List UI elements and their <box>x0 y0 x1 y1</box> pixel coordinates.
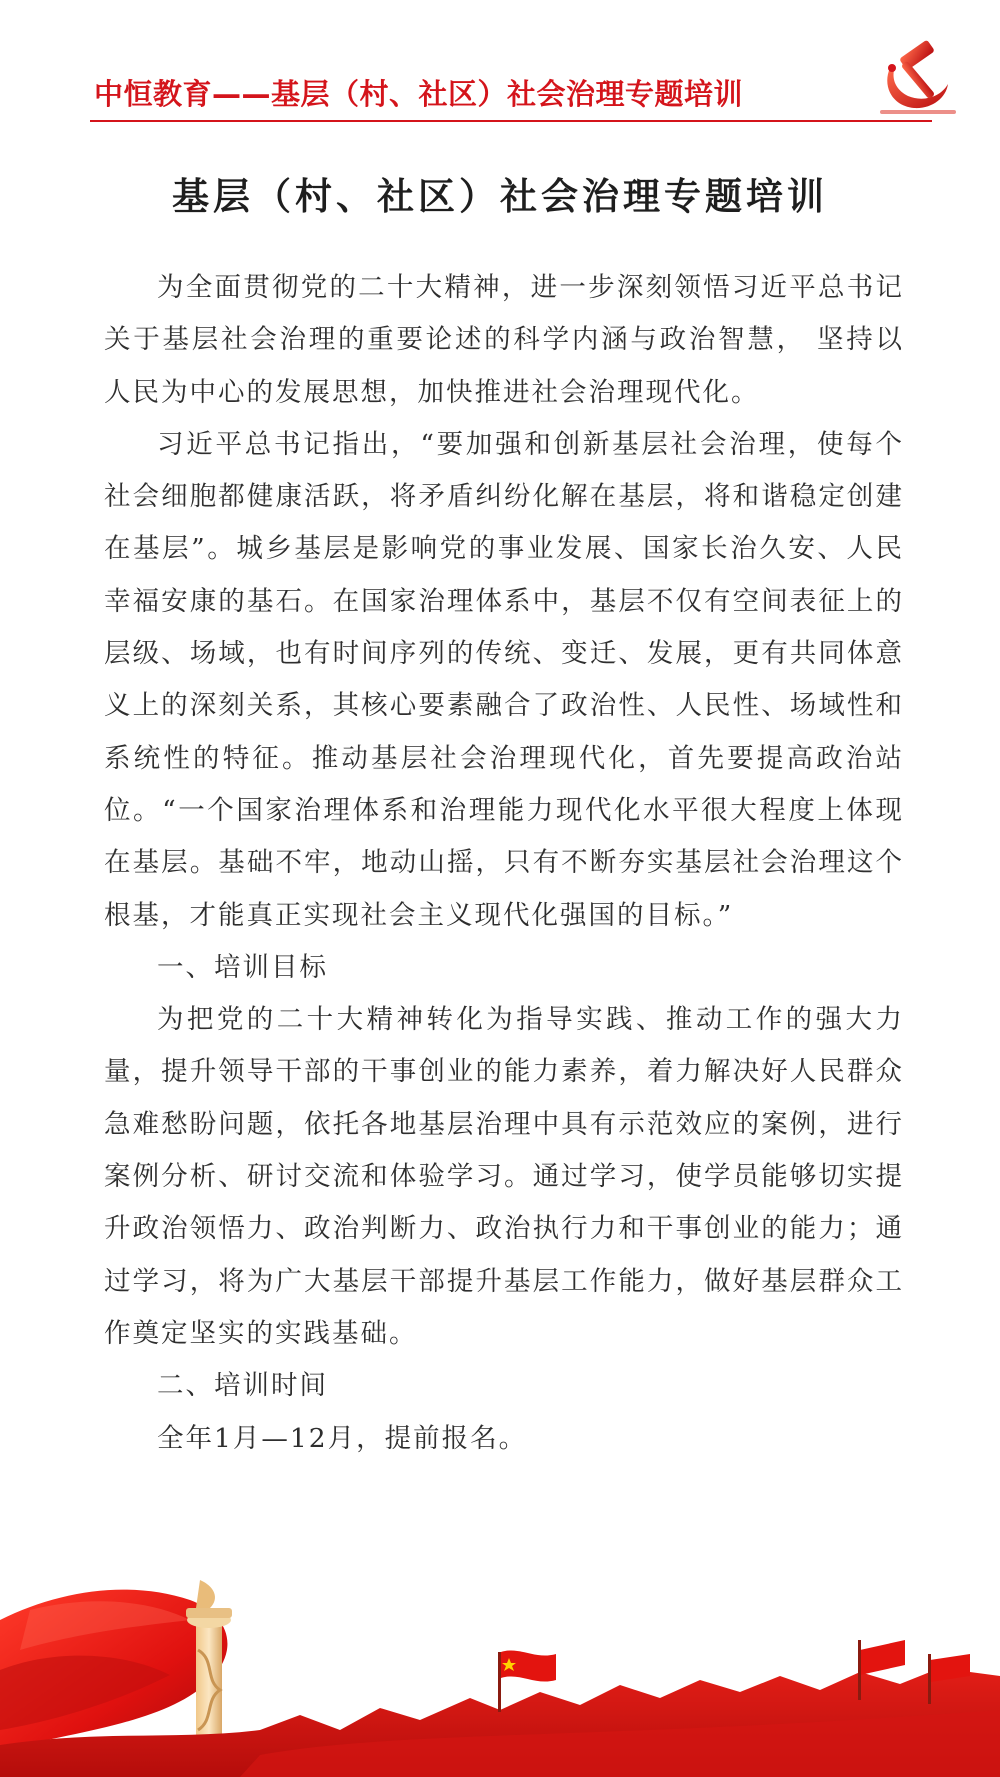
section-heading-goals: 一、培训目标 <box>157 951 328 983</box>
page-header <box>90 62 932 122</box>
header-divider <box>90 120 932 122</box>
quote-paragraph: 习近平总书记指出，“要加强和创新基层社会治理，使每个社会细胞都健康活跃，将矛盾纠纷化解在基层，将和谐稳定创建在基层”。城乡基层是影响党的事业发展、国家长治久安、人民幸福安康的基石。在国家治理体系中，基层不仅有空间表征上的层级、场域，也有时间序列的传统、变迁、发展，更有共同体意义上的深刻关系，其核心要素融合了政治性、人民性、场域性和系统性的特征。推动基层社会治理现代化，首先要提高政治站位。“一个国家治理体系和治理能力现代化水平很大程度上体现在基层。基础不牢，地动山摇，只有不断夯实基层社会治理这个根基，才能真正实现社会主义现代化强国的目标。” <box>104 428 904 931</box>
section-text-time: 全年1月—12月，提前报名。 <box>157 1422 528 1454</box>
document-body <box>104 262 904 1465</box>
intro-paragraph: 为全面贯彻党的二十大精神，进一步深刻领悟习近平总书记关于基层社会治理的重要论述的科学内涵与政治智慧， 坚持以人民为中心的发展思想，加快推进社会治理现代化。 <box>104 272 904 408</box>
red-flag-banner-icon <box>0 1580 1000 1777</box>
party-emblem-icon <box>870 38 960 118</box>
section-heading-time: 二、培训时间 <box>157 1370 328 1402</box>
section-text-goals: 为把党的二十大精神转化为指导实践、推动工作的强大力量，提升领导干部的干事创业的能力素养，着力解决好人民群众急难愁盼问题，依托各地基层治理中具有示范效应的案例，进行案例分析、研讨交流和体验学习。通过学习，使学员能够切实提升政治领悟力、政治判断力、政治执行力和干事创业的能力；通过学习，将为广大基层干部提升基层工作能力，做好基层群众工作奠定坚实的实践基础。 <box>104 1004 904 1349</box>
document-title: 基层（村、社区）社会治理专题培训 <box>172 174 828 218</box>
header-title: 中恒教育——基层（村、社区）社会治理专题培训 <box>94 77 744 111</box>
